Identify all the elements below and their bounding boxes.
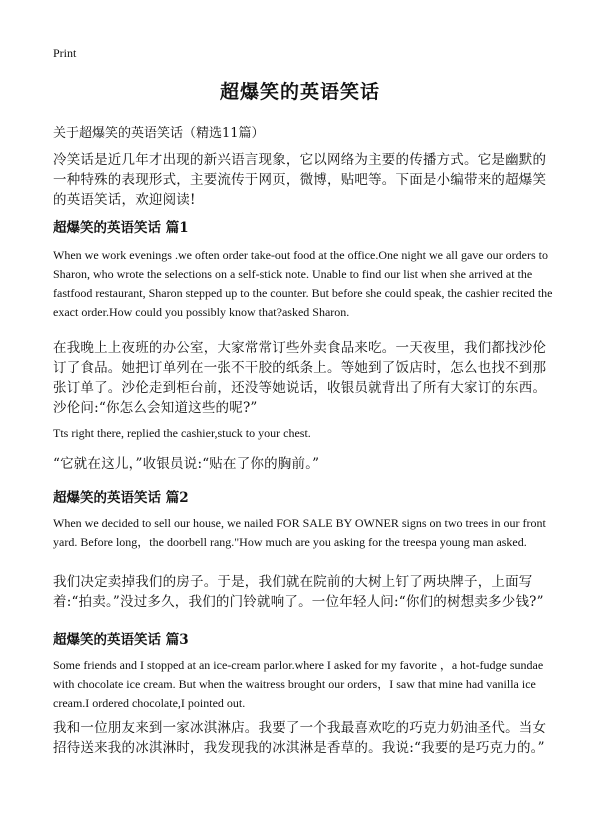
print-link[interactable]: Print xyxy=(53,46,77,60)
section-1-english-line: Tts right there, replied the cashier,stuck to your chest. xyxy=(53,426,311,440)
section-1-chinese-paragraph: 在我晚上上夜班的办公室，大家常常订些外卖食品来吃。一天夜里，我们都找沙伦订了食品。她把订单列在一张不干胶的纸条上。等她到了饭店时，怎么也找不到那张订单了。沙伦走到柜台前，还没等她说话，收银员就背出了所有大家订的东西。沙伦问:“你怎么会知道这些的呢?” xyxy=(53,340,547,416)
section-2-chinese-paragraph: 我们决定卖掉我们的房子。于是，我们就在院前的大树上钉了两块牌子，上面写着:“拍卖。”没过多久，我们的门铃就响了。一位年轻人问:“你们的树想卖多少钱?” xyxy=(53,574,544,610)
section-2-english-paragraph: When we decided to sell our house, we nailed FOR SALE BY OWNER signs on two trees in our front yard. Before long，the doorbell rang."How much are you asking for the treespa young man asked. xyxy=(53,516,546,549)
page-title: 超爆笑的英语笑话 xyxy=(219,81,380,103)
section-1-chinese-line: “它就在这儿，”收银员说:“贴在了你的胸前。” xyxy=(53,456,320,472)
section-2-heading: 超爆笑的英语笑话 篇2 xyxy=(53,490,189,506)
page-subtitle: 关于超爆笑的英语笑话（精选11篇） xyxy=(53,126,265,141)
section-1-english-paragraph: When we work evenings .we often order take-out food at the office.One night we all gave our orders to Sharon, who wrote the selections on a self-stick note. Unable to find our list when she arrived at the fastfood restaurant, Sharon stepped up to the counter. But before she could speak, the cashier recited the exact order.How could you possibly know that?asked Sharon. xyxy=(53,248,553,319)
section-3-chinese-paragraph: 我和一位朋友来到一家冰淇淋店。我要了一个我最喜欢吃的巧克力奶油圣代。当女招待送来我的冰淇淋时，我发现我的冰淇淋是香草的。我说:“我要的是巧克力的。” xyxy=(53,720,547,756)
section-3-heading: 超爆笑的英语笑话 篇3 xyxy=(53,632,189,648)
intro-paragraph: 冷笑话是近几年才出现的新兴语言现象，它以网络为主要的传播方式。它是幽默的一种特殊的表现形式，主要流传于网页，微博，贴吧等。下面是小编带来的超爆笑的英语笑话，欢迎阅读! xyxy=(53,152,547,208)
section-1-heading: 超爆笑的英语笑话 篇1 xyxy=(53,220,189,236)
section-3-english-paragraph: Some friends and I stopped at an ice-cream parlor.where I asked for my favorite ，a hot-fudge sundae with chocolate ice cream. But when the waitress brought our orders，I saw that mine had vanilla ice cream.I ordered chocolate,I pointed out. xyxy=(53,658,544,710)
